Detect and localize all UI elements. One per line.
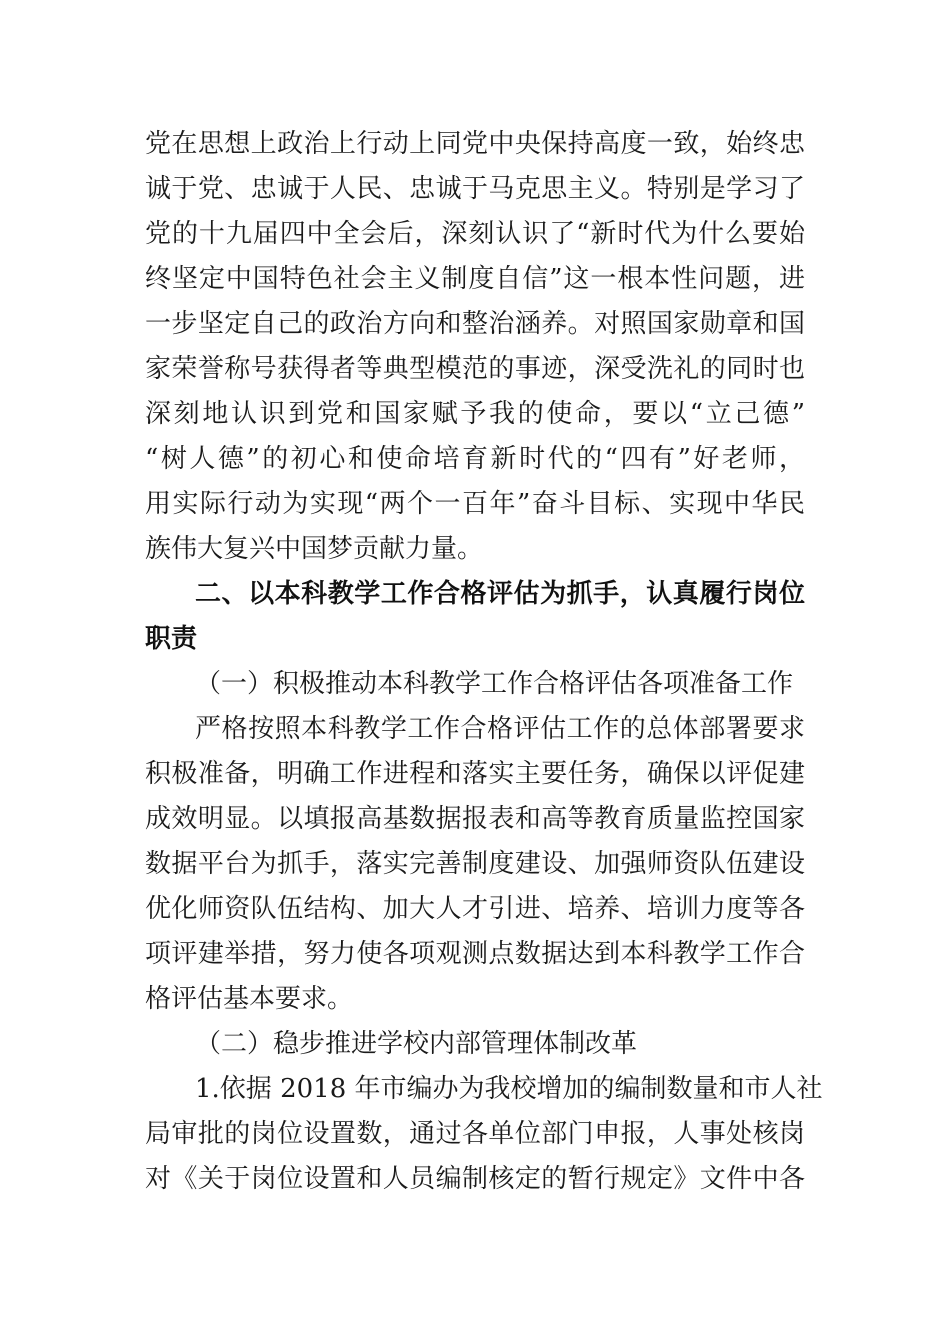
subsection-1-line-1: 严格按照本科教学工作合格评估工作的总体部署要求 <box>195 714 805 744</box>
subsection-1-line-4: 数据平台为抓手，落实完善制度建设、加强师资队伍建设 <box>145 849 805 879</box>
paragraph-1-line-10: 族伟大复兴中国梦贡献力量。 <box>145 534 484 564</box>
paragraph-1-line-7: 深刻地认识到党和国家赋予我的使命，要以“立己德” <box>145 399 805 429</box>
paragraph-1-line-5: 一步坚定自己的政治方向和整治涵养。对照国家勋章和国 <box>145 309 805 339</box>
paragraph-1-line-8: “树人德”的初心和使命培育新时代的“四有”好老师， <box>145 444 805 474</box>
subsection-1-title: （一）积极推动本科教学工作合格评估各项准备工作 <box>195 669 794 699</box>
subsection-2-line-3: 对《关于岗位设置和人员编制核定的暂行规定》文件中各 <box>145 1164 805 1194</box>
subsection-1-line-7: 格评估基本要求。 <box>145 984 354 1014</box>
subsection-1-line-3: 成效明显。以填报高基数据报表和高等教育质量监控国家 <box>145 804 805 834</box>
subsection-1-line-6: 项评建举措，努力使各项观测点数据达到本科教学工作合 <box>145 939 805 969</box>
paragraph-1-line-9: 用实际行动为实现“两个一百年”奋斗目标、实现中华民 <box>145 489 805 519</box>
paragraph-1-line-2: 诚于党、忠诚于人民、忠诚于马克思主义。特别是学习了 <box>145 174 805 204</box>
paragraph-1-line-3: 党的十九届四中全会后，深刻认识了“新时代为什么要始 <box>145 219 805 249</box>
paragraph-1-line-6: 家荣誉称号获得者等典型模范的事迹，深受洗礼的同时也 <box>145 354 805 384</box>
section-2-heading-line-2: 职责 <box>145 624 198 654</box>
subsection-2-title: （二）稳步推进学校内部管理体制改革 <box>195 1029 638 1059</box>
subsection-2-line-2: 局审批的岗位设置数，通过各单位部门申报，人事处核岗 <box>145 1119 805 1149</box>
subsection-2-line-1: 1.依据 2018 年市编办为我校增加的编制数量和市人社 <box>195 1074 823 1104</box>
paragraph-1-line-4: 终坚定中国特色社会主义制度自信”这一根本性问题，进 <box>145 264 805 294</box>
section-2-heading-line-1: 二、以本科教学工作合格评估为抓手，认真履行岗位 <box>195 579 805 609</box>
subsection-1-line-5: 优化师资队伍结构、加大人才引进、培养、培训力度等各 <box>145 894 805 924</box>
subsection-1-line-2: 积极准备，明确工作进程和落实主要任务，确保以评促建 <box>145 759 805 789</box>
paragraph-1-line-1: 党在思想上政治上行动上同党中央保持高度一致，始终忠 <box>145 129 805 159</box>
